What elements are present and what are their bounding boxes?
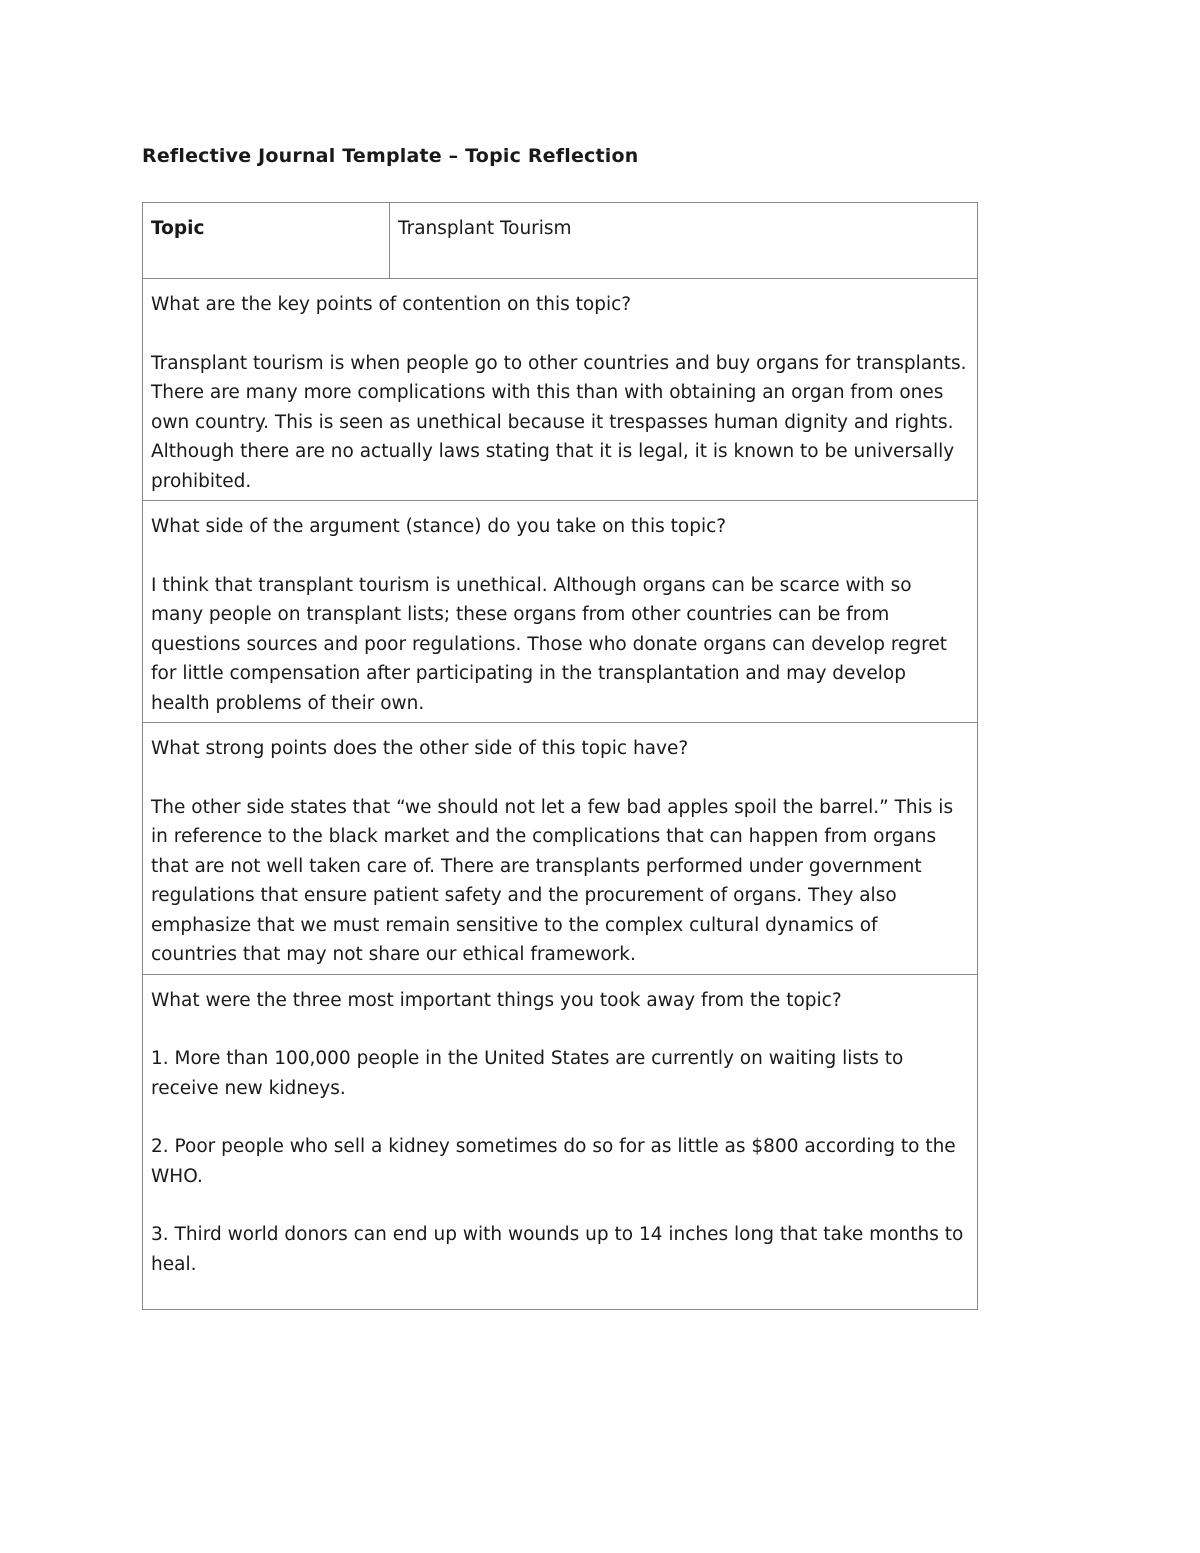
stance-row: [143, 501, 978, 723]
other-side-cell: [143, 723, 978, 975]
other-side-question: What strong points does the other side of this topic have?: [151, 738, 689, 759]
other-side-row: [143, 723, 978, 975]
takeaway-item: 3. Third world donors can end up with wounds up to 14 inches long that take months to heal.: [151, 1224, 964, 1275]
takeaway-item: 2. Poor people who sell a kidney sometimes do so for as little as $800 according to the WHO.: [151, 1136, 956, 1187]
takeaways-question: What were the three most important things you took away from the topic?: [151, 989, 842, 1011]
stance-question: What side of the argument (stance) do you take on this topic?: [151, 516, 727, 537]
topic-value: Transplant Tourism: [398, 218, 572, 239]
takeaways-cell: [143, 974, 978, 1309]
key-points-cell: [143, 279, 978, 501]
topic-label-cell: [143, 203, 390, 279]
topic-row: [143, 203, 978, 279]
key-points-question: What are the key points of contention on this topic?: [151, 294, 632, 315]
topic-label: Topic: [151, 218, 205, 239]
other-side-answer: The other side states that “we should not let a few bad apples spoil the barrel.” This is in reference to the black market and the complications that can happen from organs that are not well taken care of. There are transplants performed under government regulations that ensure patient safety and the procurement of organs. They also emphasize that we must remain sensitive to the complex cultural dynamics of countries that may not share our ethical framework.: [151, 796, 954, 965]
reflection-table: [142, 202, 978, 1310]
key-points-row: [143, 279, 978, 501]
takeaways-list: [151, 1044, 969, 1279]
stance-answer: I think that transplant tourism is unethical. Although organs can be scarce with so many people on transplant lists; these organs from other countries can be from questions sources and poor regulations. Those who donate organs can develop regret for little compensation after participating in the transplantation and may develop health problems of their own.: [151, 574, 947, 714]
key-points-answer: Transplant tourism is when people go to other countries and buy organs for transplants. There are many more complications with this than with obtaining an organ from ones own country. This is seen as unethical because it trespasses human dignity and rights. Although there are no actually laws stating that it is legal, it is known to be universally prohibited.: [151, 352, 967, 492]
takeaway-item: 1. More than 100,000 people in the United States are currently on waiting lists to receive new kidneys.: [151, 1048, 904, 1099]
takeaways-row: [143, 974, 978, 1309]
stance-cell: [143, 501, 978, 723]
topic-value-cell: [390, 203, 978, 279]
document-title: Reflective Journal Template – Topic Reflection: [142, 145, 639, 167]
